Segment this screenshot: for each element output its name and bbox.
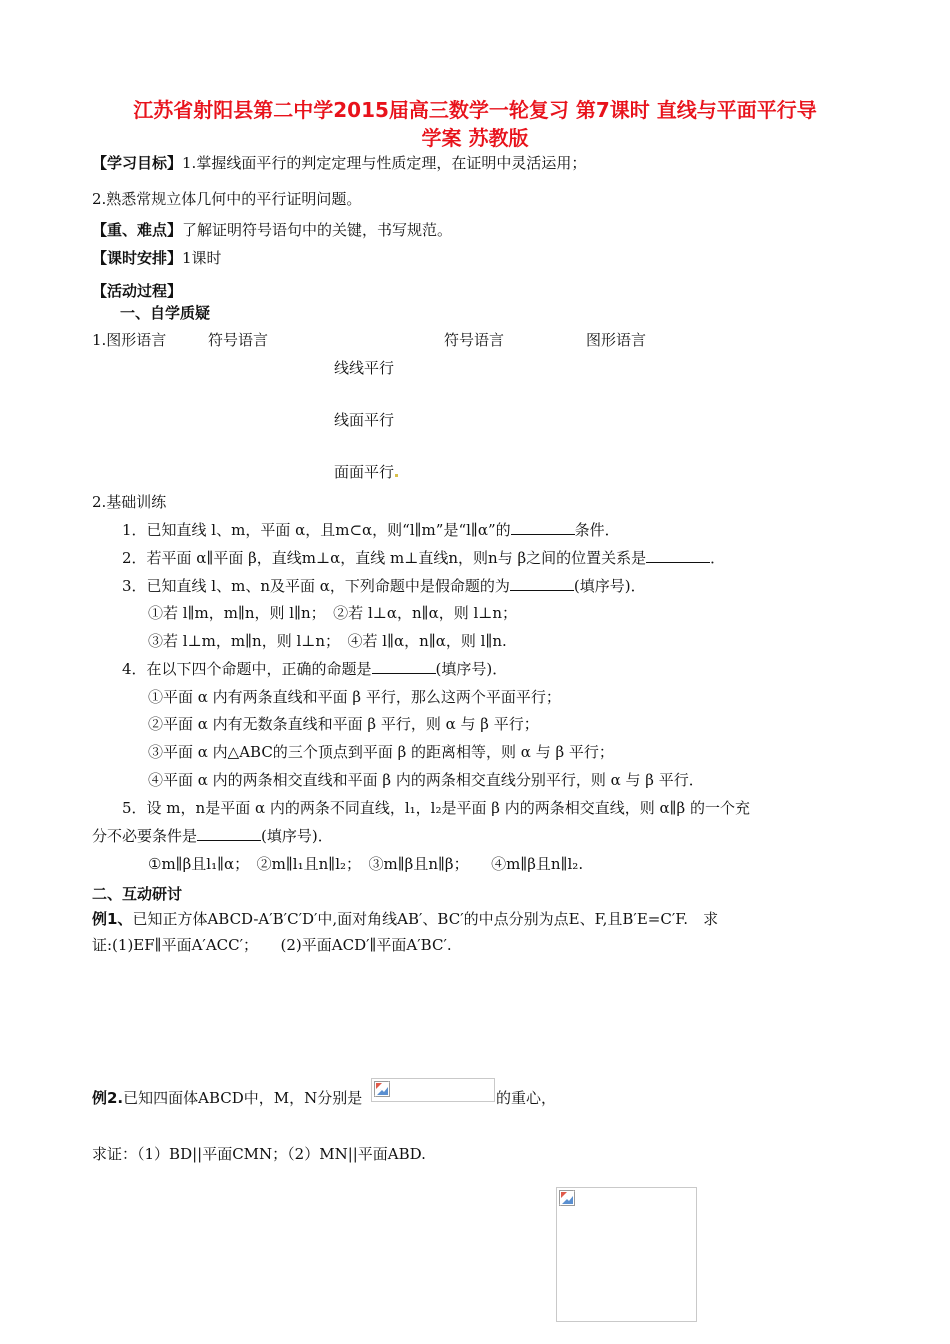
key-label: 【重、难点】	[92, 221, 183, 239]
answer-blank	[510, 576, 574, 591]
example-2-tail: 的重心，	[496, 1089, 557, 1107]
answer-blank	[646, 548, 710, 563]
goal-line	[92, 152, 586, 173]
doc-title-line2: 学案 苏教版	[421, 126, 529, 150]
q1-header-sym2: 符号语言	[444, 331, 505, 349]
exercise-3-options-1: ①若 l∥m，m∥n，则 l∥n； ②若 l⊥α，n∥α，则 l⊥n；	[148, 604, 518, 622]
inline-image-placeholder	[371, 1078, 495, 1102]
row-plane-plane: 面面平行	[334, 461, 398, 482]
exercise-3-options-2: ③若 l⊥m，m∥n，则 l⊥n； ④若 l∥α，n∥α，则 l∥n.	[148, 632, 507, 650]
q1-header-fig2: 图形语言	[586, 331, 647, 349]
example-1-line-2: 证:(1)EF∥平面A′ACC′； (2)平面ACD′∥平面A′BC′.	[92, 936, 452, 954]
answer-blank	[372, 659, 436, 674]
row-line-line: 线线平行	[334, 359, 395, 377]
exercise-2: 2．若平面 α∥平面 β，直线m⊥α，直线 m⊥直线n，则n与 β之间的位置关系是 ．	[122, 549, 726, 567]
goal-text-1: 1.掌握线面平行的判定定理与性质定理，在证明中灵活运用；	[182, 154, 587, 172]
section-1-heading: 一、自学质疑	[120, 304, 211, 322]
exercise-4-option-3: ③平面 α 内△ABC的三个顶点到平面 β 的距离相等，则 α 与 β 平行；	[148, 743, 614, 761]
key-text: 了解证明符号语句中的关键，书写规范。	[182, 221, 453, 239]
time-label: 【课时安排】	[92, 249, 183, 267]
time-text: 1课时	[182, 249, 222, 267]
figure-image-placeholder	[556, 1187, 697, 1322]
activity-label: 【活动过程】	[92, 282, 183, 300]
example-2-proof: 求证：（1）BD||平面CMN；（2）MN||平面ABD.	[92, 1145, 426, 1163]
example-2-label: 例2.	[92, 1089, 124, 1107]
answer-blank	[511, 520, 575, 535]
example-1-line-1: 例1、已知正方体ABCD-A′B′C′D′中,面对角线AB′、BC′的中点分别为点E、F,且B′E=C′F. 求	[92, 910, 719, 928]
key-line	[92, 219, 452, 240]
exercise-4: 4．在以下四个命题中，正确的命题是 (填序号)．	[122, 660, 508, 678]
exercise-4-option-4: ④平面 α 内的两条相交直线和平面 β 内的两条相交直线分别平行，则 α 与 β 平行．	[148, 771, 704, 789]
section-2-heading: 二、互动研讨	[92, 885, 183, 903]
goal-text-2: 2.熟悉常规立体几何中的平行证明问题。	[92, 190, 362, 208]
broken-image-icon	[374, 1081, 390, 1097]
exercise-3: 3．已知直线 l、m、n及平面 α，下列命题中是假命题的为 (填序号)．	[122, 577, 646, 595]
goal-label: 【学习目标】	[92, 154, 183, 172]
answer-blank	[197, 826, 261, 841]
exercise-5-line-2: 分不必要条件是 (填序号)．	[92, 827, 333, 845]
doc-title-line1: 江苏省射阳县第二中学2015届高三数学一轮复习 第7课时 直线与平面平行导	[133, 98, 817, 122]
exercise-4-option-2: ②平面 α 内有无数条直线和平面 β 平行，则 α 与 β 平行；	[148, 715, 539, 733]
time-line	[92, 247, 222, 268]
q2-heading: 2.基础训练	[92, 493, 167, 511]
row-line-plane: 线面平行	[334, 411, 395, 429]
q1-header-sym1: 符号语言	[208, 331, 269, 349]
q1-header-fig: 1.图形语言	[92, 331, 167, 349]
exercise-1: 1．已知直线 l、m，平面 α，且m⊂α，则“l∥m”是“l∥α”的 条件．	[122, 521, 620, 539]
example-1-label: 例1、	[92, 910, 133, 928]
exercise-5-options: ①m∥β且l₁∥α； ②m∥l₁且n∥l₂； ③m∥β且n∥β； ④m∥β且n∥l₂.	[148, 855, 584, 873]
exercise-5-line-1: 5．设 m，n是平面 α 内的两条不同直线，l₁，l₂是平面 β 内的两条相交直线，则 α∥β 的一个充	[122, 799, 750, 817]
broken-image-icon	[559, 1190, 575, 1206]
exercise-4-option-1: ①平面 α 内有两条直线和平面 β 平行，那么这两个平面平行；	[148, 688, 561, 706]
example-2-line: 例2.已知四面体ABCD中，M，N分别是	[92, 1089, 363, 1107]
